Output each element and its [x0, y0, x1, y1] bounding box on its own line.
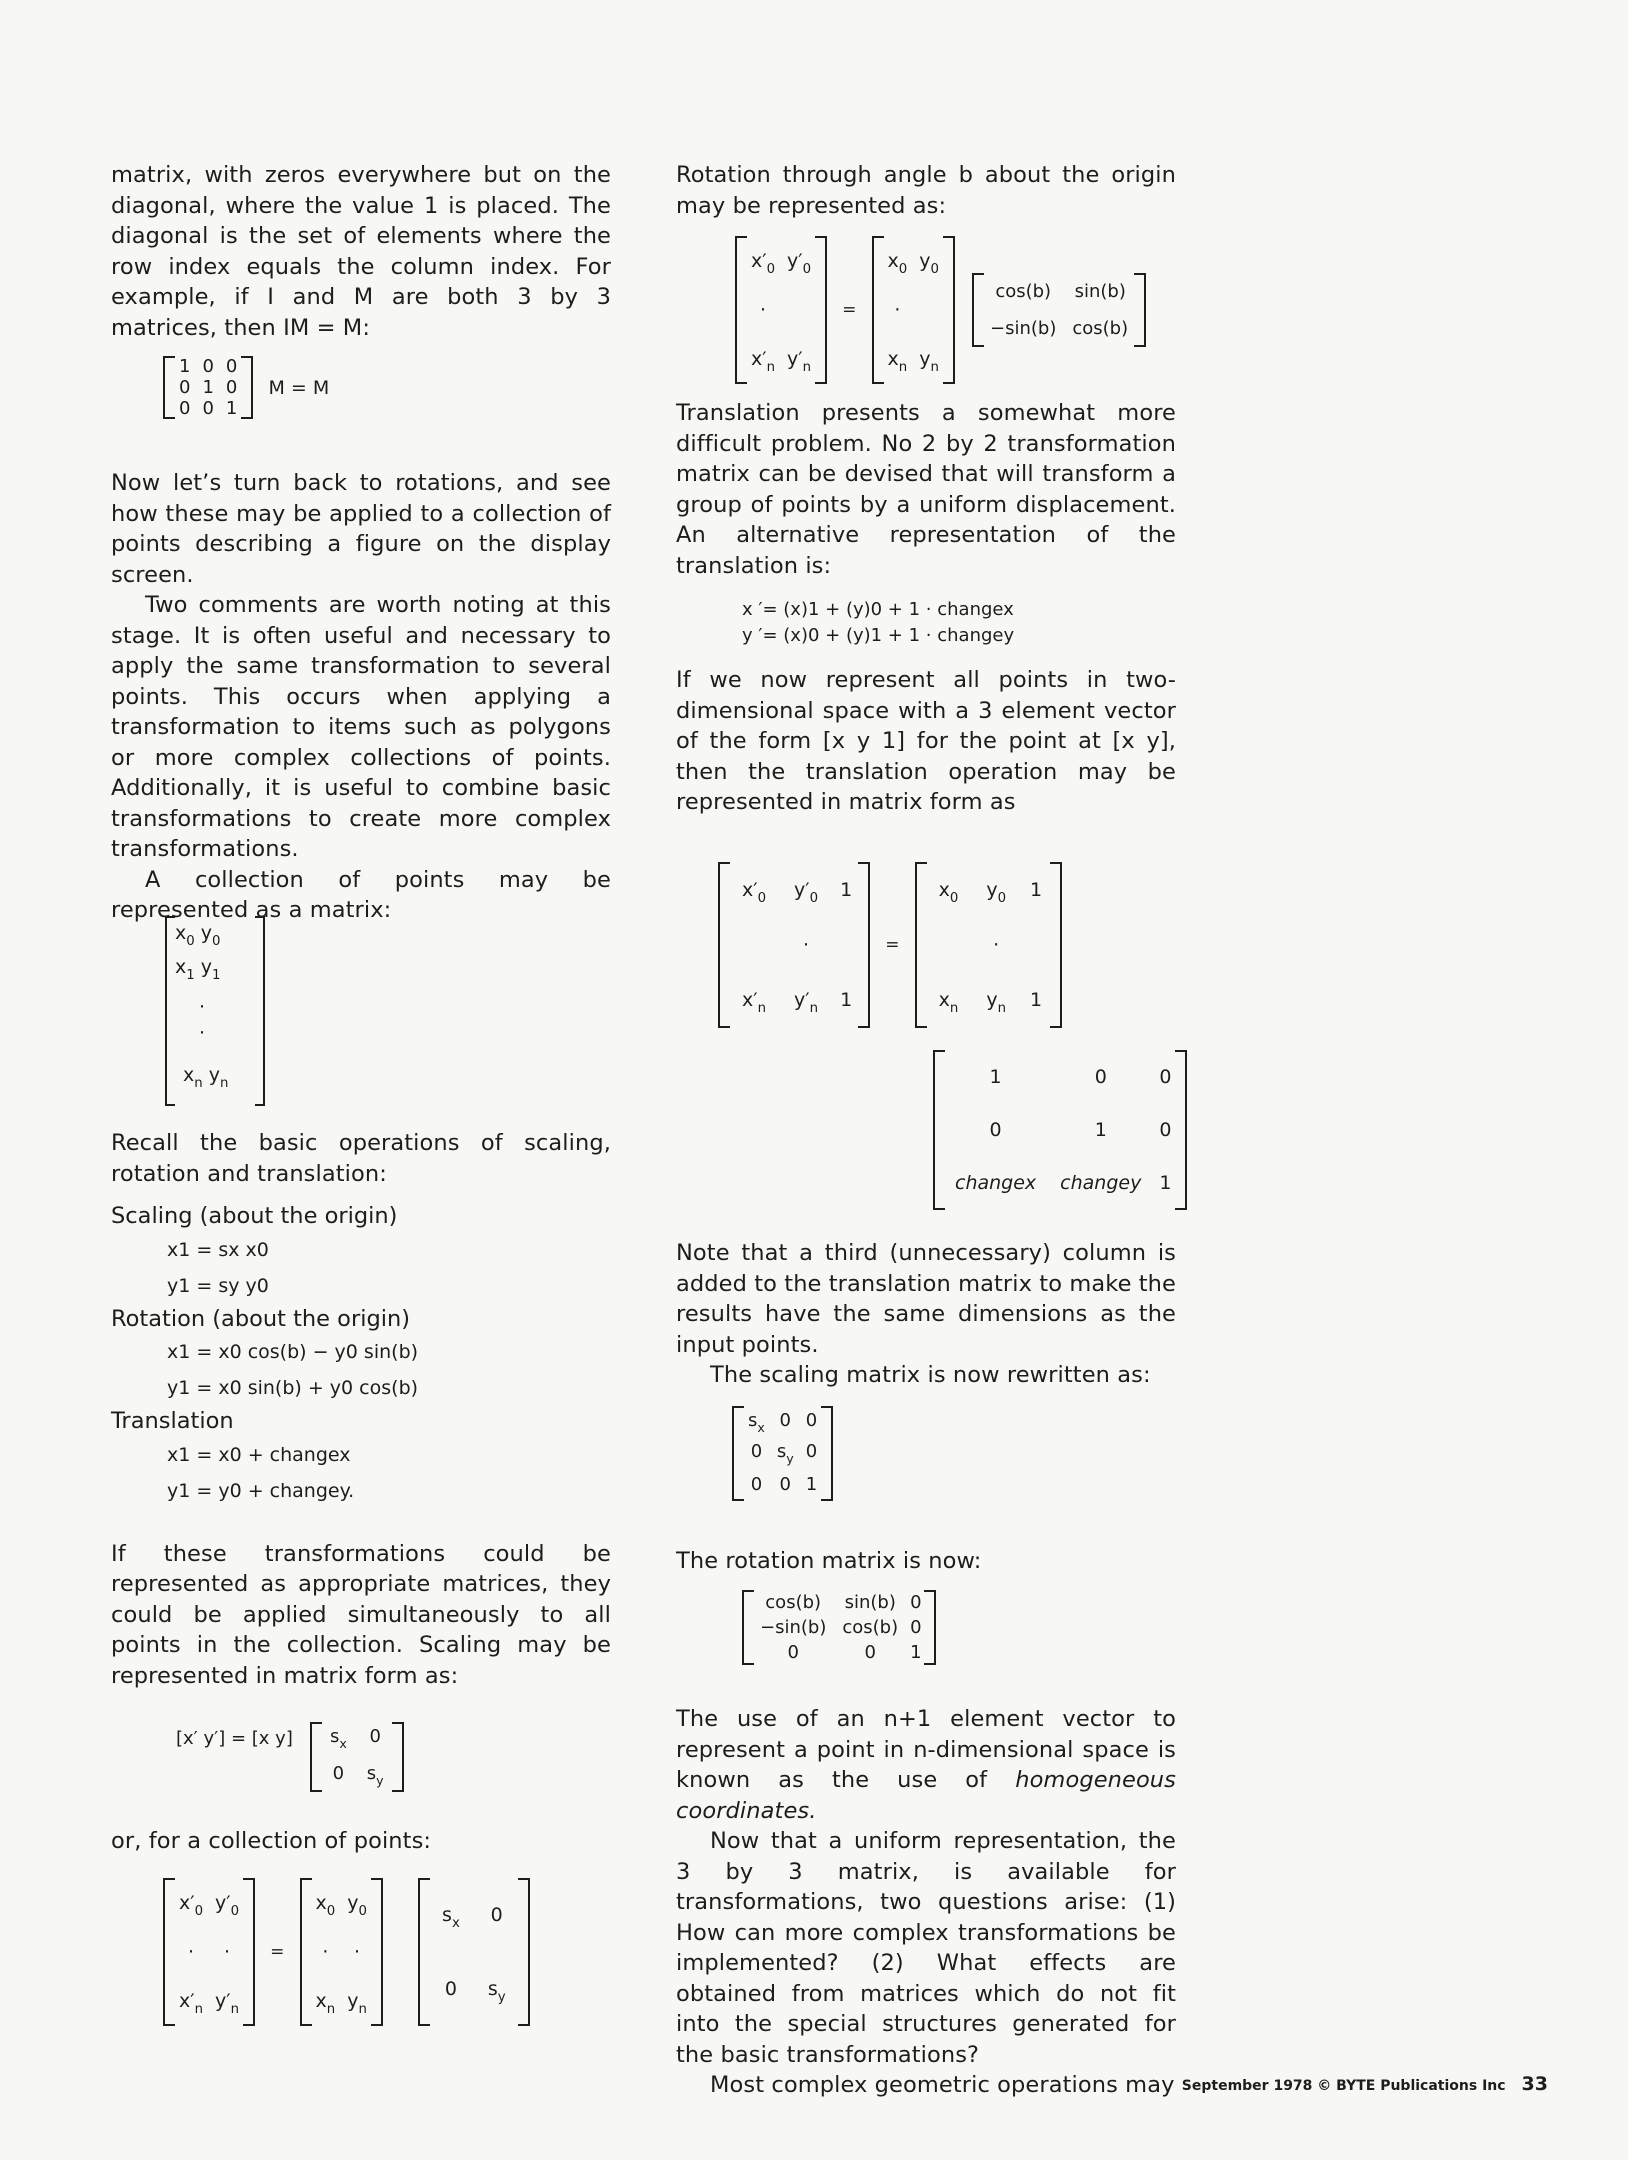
identity-cell: 0: [202, 356, 214, 377]
matrix-cell: 1: [840, 878, 853, 901]
right-paragraph-6: The rotation matrix is now:: [676, 1548, 982, 1574]
matrix-cell: $x_0$: [887, 249, 908, 277]
translation-3x3-matrix-wrap: [933, 1050, 1187, 1210]
matrix-cell: ·: [187, 1940, 195, 1963]
translation-alt-eq-1: x ′= (x)1 + (y)0 + 1 · changex: [742, 599, 1014, 620]
collection-scaling-equation: [163, 1878, 530, 2026]
left-paragraph-7: or, for a collection of points:: [111, 1828, 432, 1854]
identity-cell: 1: [202, 377, 214, 398]
matrix-cell: ·: [993, 933, 1000, 956]
matrix-cell: $x'_0$: [751, 249, 776, 277]
translation-lhs-matrix: [718, 862, 870, 1028]
matrix-cell: changey: [1060, 1172, 1142, 1195]
matrix-cell: 1: [840, 989, 853, 1012]
matrix-cell: ·: [354, 1940, 361, 1963]
translation-3x3-matrix: [933, 1050, 1187, 1210]
homogeneous-scaling-matrix-wrap: [732, 1406, 833, 1501]
matrix-cell: 0: [989, 1118, 1002, 1141]
matrix-cell: ·: [894, 298, 901, 321]
matrix-cell: $y_0$: [919, 249, 939, 277]
equals-sign: =: [885, 935, 900, 955]
matrix-cell: 1: [989, 1065, 1002, 1088]
left-column: [111, 160, 611, 343]
right-column: [676, 160, 1176, 221]
translation-rhs-matrix: [915, 862, 1063, 1028]
points-matrix: [165, 916, 265, 1106]
matrix-cell: 0: [787, 1642, 799, 1663]
points-dots: · ·: [199, 996, 206, 1044]
right-column-translation: [676, 398, 1176, 818]
scaling-equation-1: x1 = sx x0: [167, 1238, 269, 1261]
homogeneous-scaling-matrix: [732, 1406, 833, 1501]
identity-cell: 0: [225, 356, 238, 377]
footer-credit: September 1978 © BYTE Publications Inc: [1181, 2078, 1506, 2094]
matrix-cell: $y_n$: [919, 348, 939, 376]
matrix-cell: $y'_n$: [794, 989, 819, 1017]
matrix-cell: cos(b): [842, 1617, 899, 1638]
matrix-cell: [925, 917, 973, 972]
matrix-cell: sin(b): [1074, 281, 1126, 302]
matrix-cell: ·: [224, 1940, 231, 1963]
matrix-cell: 0: [369, 1726, 381, 1747]
collection-lhs-matrix: [163, 1878, 255, 2026]
matrix-cell: $x'_n$: [751, 348, 776, 376]
rotation-heading: Rotation (about the origin): [111, 1305, 411, 1332]
homogeneous-coordinates-term: homogeneous coordinates.: [676, 1767, 1176, 1824]
left-paragraph-1: matrix, with zeros everywhere but on the diagonal, where the value 1 is placed. The diagonal is the set of elements where the row index equals the column index. For example, if I and M are both 3 by 3 matrices, then IM = M:: [111, 162, 611, 341]
matrix-cell: $s_x$: [442, 1904, 460, 1931]
identity-cell: 0: [179, 398, 191, 419]
points-row: $x_1$ $y_1$: [175, 956, 221, 983]
matrix-cell: $y'_0$: [787, 249, 812, 277]
matrix-cell: cos(b): [995, 281, 1052, 302]
rotation-lhs-matrix: [735, 236, 827, 384]
matrix-cell: 0: [779, 1474, 791, 1495]
matrix-cell: 0: [910, 1592, 922, 1613]
bracket-right: [255, 916, 265, 1106]
right-paragraph-8: Now that a uniform representation, the 3 by 3 matrix, is available for transformations, two questions arise: (1) How can more complex transformations be implemented? (2) What effects are obtained from matrices which do not fit into the special structures generated for the basic transformations?: [676, 1828, 1176, 2068]
matrix-cell: ·: [322, 1940, 329, 1963]
matrix-cell: $y'_n$: [215, 1990, 240, 2018]
matrix-cell: $x_0$: [315, 1891, 336, 1919]
matrix-cell: 0: [490, 1904, 503, 1926]
matrix-cell: [781, 285, 817, 334]
identity-matrix: [163, 356, 253, 419]
matrix-cell: cos(b): [1072, 318, 1129, 339]
translation-equation-2: y1 = y0 + changey.: [167, 1479, 355, 1502]
translation-equation-1: x1 = x0 + changex: [167, 1443, 351, 1466]
matrix-cell: $s_x$: [748, 1410, 765, 1435]
right-paragraph-1: Rotation through angle b about the origin may be represented as:: [676, 162, 1176, 219]
matrix-cell: $x'_0$: [742, 878, 767, 906]
matrix-cell: 1: [1094, 1118, 1107, 1141]
left-paragraph-5: Recall the basic operations of scaling, rotation and translation:: [111, 1130, 611, 1187]
matrix-cell: 0: [444, 1978, 457, 2000]
matrix-cell: $s_y$: [776, 1441, 794, 1466]
matrix-cell: 0: [750, 1474, 763, 1495]
matrix-cell: 0: [805, 1410, 818, 1431]
matrix-cell: $x'_n$: [179, 1990, 204, 2018]
matrix-cell: $x_n$: [315, 1990, 336, 2018]
matrix-cell: $y_0$: [986, 878, 1007, 906]
matrix-cell: 1: [1030, 878, 1043, 901]
matrix-cell: 0: [1159, 1065, 1172, 1088]
matrix-cell: −sin(b): [990, 318, 1057, 339]
scaling-heading: Scaling (about the origin): [111, 1203, 398, 1229]
scaling-lhs: [x′ y′] = [x y]: [176, 1728, 293, 1749]
identity-matrix-equation: [163, 356, 339, 419]
homogeneous-rotation-matrix: [742, 1590, 936, 1665]
rotation-2x2-matrix: [972, 273, 1146, 347]
bracket-left: [165, 916, 175, 1106]
left-column-end: [111, 1826, 611, 1857]
left-paragraph-2: Now let’s turn back to rotations, and see how these may be applied to a collection of points describing a figure on the display screen.: [111, 470, 611, 588]
right-paragraph-3: If we now represent all points in two-dimensional space with a 3 element vector of the form [x y 1] for the point at [x y], then the translation operation may be represented in matrix form as: [676, 667, 1176, 815]
right-paragraph-4: Note that a third (unnecessary) column is added to the translation matrix to make the results have the same dimensions as the input points.: [676, 1240, 1176, 1358]
matrix-cell: −sin(b): [760, 1617, 827, 1638]
matrix-cell: ·: [759, 298, 767, 321]
right-paragraph-2: Translation presents a somewhat more difficult problem. No 2 by 2 transformation matrix can be devised that will transform a group of points by a uniform displacement. An alternative representation of the translation is:: [676, 400, 1176, 579]
points-row: $x_0$ $y_0$: [175, 922, 221, 949]
matrix-cell: $x'_n$: [742, 989, 767, 1017]
rotation-rhs-matrix: [872, 236, 955, 384]
page-number: 33: [1521, 2073, 1548, 2095]
right-column-end: [676, 1704, 1176, 2101]
rotation-matrix-equation: [735, 236, 1146, 384]
matrix-cell: $s_y$: [487, 1978, 506, 2005]
identity-equation-rhs: M = M: [268, 376, 330, 399]
right-column-note: [676, 1238, 1176, 1391]
collection-scale-matrix: [418, 1878, 530, 2026]
rotation-equation-1: x1 = x0 cos(b) − y0 sin(b): [167, 1341, 419, 1363]
matrix-cell: $y_n$: [986, 989, 1007, 1017]
matrix-cell: [728, 917, 780, 972]
matrix-cell: $y'_n$: [787, 348, 812, 376]
matrix-cell: [1020, 917, 1052, 972]
matrix-cell: $x'_0$: [179, 1891, 204, 1919]
right-paragraph-7-text: The use of an n+1 element vector to represent a point in n-dimensional space is known as the use of: [676, 1706, 1176, 1793]
left-column-mid: [111, 468, 611, 926]
matrix-cell: 0: [910, 1617, 922, 1638]
rotation-equation-2: y1 = x0 sin(b) + y0 cos(b): [167, 1377, 419, 1399]
right-paragraph-9: Most complex geometric operations may: [710, 2072, 1175, 2098]
left-paragraph-4: A collection of points may be represented as a matrix:: [111, 866, 611, 923]
translation-heading: Translation: [111, 1408, 234, 1434]
translation-alt-eq-2: y ′= (x)0 + (y)1 + 1 · changey: [742, 625, 1015, 646]
matrix-cell: [832, 917, 860, 972]
homogeneous-rotation-matrix-wrap: [742, 1590, 936, 1665]
scaling-equation-2: y1 = sy y0: [167, 1274, 269, 1297]
identity-cell: 0: [225, 377, 238, 398]
matrix-cell: 1: [805, 1474, 818, 1495]
right-column-rotation-now: [676, 1546, 1176, 1577]
identity-cell: 1: [225, 398, 238, 419]
matrix-cell: [913, 285, 945, 334]
matrix-cell: 0: [1094, 1065, 1107, 1088]
equals-sign: =: [842, 300, 857, 320]
equals-sign: =: [270, 1942, 285, 1962]
matrix-cell: $y'_0$: [215, 1891, 240, 1919]
matrix-cell: 1: [1159, 1172, 1172, 1195]
left-paragraph-6: If these transformations could be represented as appropriate matrices, they could be applied simultaneously to all points in the collection. Scaling may be represented in matrix form as:: [111, 1540, 611, 1689]
matrix-cell: sin(b): [844, 1592, 896, 1613]
matrix-cell: 1: [910, 1642, 922, 1663]
matrix-cell: ·: [803, 933, 810, 956]
matrix-cell: 0: [779, 1410, 791, 1431]
identity-cell: 1: [179, 356, 191, 377]
right-paragraph-5: The scaling matrix is now rewritten as:: [710, 1362, 1151, 1388]
matrix-cell: $x_n$: [887, 348, 908, 376]
matrix-cell: $s_x$: [329, 1726, 347, 1751]
matrix-cell: $y'_0$: [794, 878, 819, 906]
matrix-cell: $x_n$: [938, 989, 959, 1017]
matrix-cell: cos(b): [765, 1592, 822, 1613]
matrix-cell: 0: [805, 1441, 818, 1462]
scaling-matrix-equation: [176, 1722, 404, 1792]
matrix-cell: $y_n$: [347, 1990, 367, 2018]
right-paragraph-7: [676, 1704, 1176, 1826]
collection-rhs-matrix: [300, 1878, 383, 2026]
translation-points-equation: [718, 862, 1062, 1028]
left-column-ops: [111, 1128, 611, 1691]
matrix-cell: $x_0$: [938, 878, 959, 906]
matrix-cell: 1: [1030, 989, 1043, 1012]
points-row: $x_n$ $y_n$: [183, 1064, 229, 1091]
identity-cell: 0: [202, 398, 214, 419]
matrix-cell: 0: [750, 1441, 763, 1462]
matrix-cell: $y_0$: [347, 1891, 367, 1919]
matrix-cell: 0: [1159, 1118, 1172, 1141]
page-footer: [1182, 2073, 1548, 2095]
scaling-2x2-matrix: [310, 1722, 404, 1792]
matrix-cell: $s_y$: [366, 1763, 384, 1788]
matrix-cell: changex: [955, 1172, 1037, 1195]
matrix-cell: 0: [864, 1642, 876, 1663]
matrix-cell: 0: [332, 1763, 345, 1784]
left-paragraph-3: Two comments are worth noting at this stage. It is often useful and necessary to apply the same transformation to several points. This occurs when applying a transformation to items such as polygons or more complex collections of points. Additionally, it is useful to combine basic transformations to create more complex transformations.: [111, 592, 611, 862]
identity-cell: 0: [179, 377, 191, 398]
